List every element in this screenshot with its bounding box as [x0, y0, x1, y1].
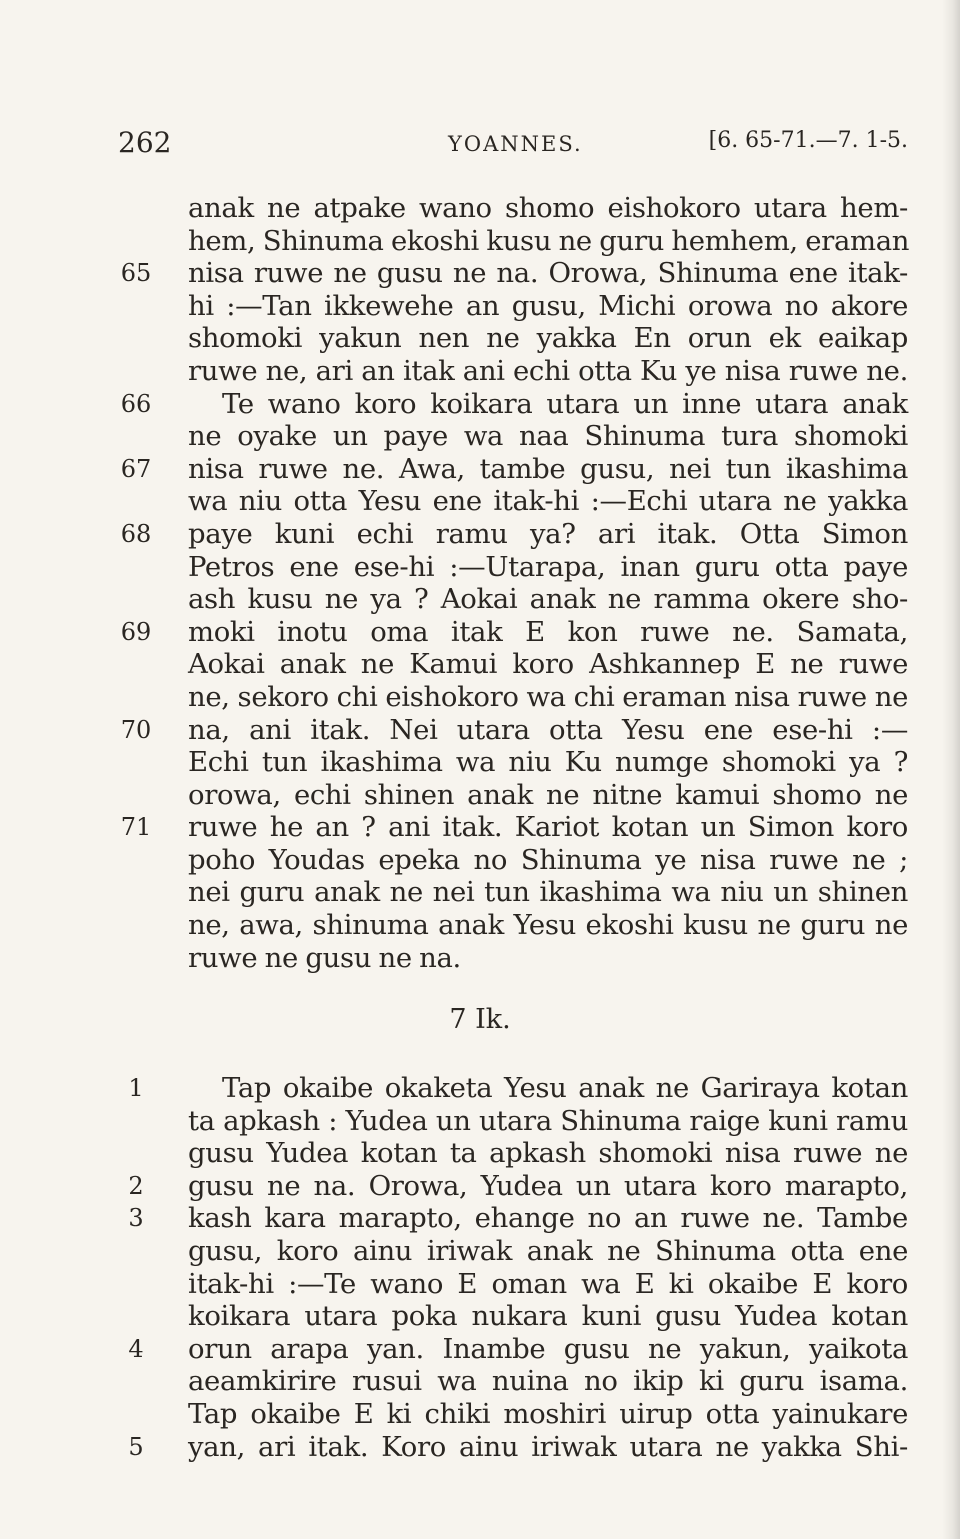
text-line [118, 714, 910, 747]
verse-number: 2 [128, 1171, 144, 1200]
line-text: Echi tun ikashima wa niu Ku numge shomoki ya ? [188, 746, 908, 779]
text-line [118, 388, 910, 421]
line-text: gusu ne na. Orowa, Yudea un utara koro marapto, [188, 1169, 908, 1202]
line-text: ash kusu ne ya ? Aokai anak ne ramma okere sho- [188, 583, 908, 616]
text-line [118, 225, 910, 258]
text-line [118, 1431, 910, 1464]
line-text: nisa ruwe ne. Awa, tambe gusu, nei tun ikashima [188, 452, 908, 485]
line-text: moki inotu oma itak E kon ruwe ne. Samata, [188, 615, 908, 648]
text-line [118, 1268, 910, 1301]
text-line [118, 583, 910, 616]
line-text: paye kuni echi ramu ya? ari itak. Otta Simon [188, 517, 908, 550]
line-text: poho Youdas epeka no Shinuma ye nisa ruwe ne ; [188, 843, 908, 876]
text-line [118, 453, 910, 486]
line-text: shomoki yakun nen ne yakka En orun ek eaikap [188, 322, 908, 355]
line-text: gusu, koro ainu iriwak anak ne Shinuma otta ene [188, 1234, 908, 1267]
text-line [118, 1398, 910, 1431]
text-line [118, 1202, 910, 1235]
line-text: Te wano koro koikara utara un inne utara anak [222, 387, 908, 420]
verse-number: 5 [128, 1432, 144, 1461]
line-text: ruwe he an ? ani itak. Kariot kotan un Simon koro [188, 811, 908, 844]
page-number: 262 [118, 126, 172, 159]
page-edge-shadow [942, 0, 960, 1539]
text-line [118, 909, 910, 942]
line-text: Tap okaibe E ki chiki moshiri uirup otta yainukare [188, 1397, 908, 1430]
verse-number: 65 [120, 259, 152, 288]
text-line [118, 420, 910, 453]
verse-number: 67 [120, 454, 152, 483]
text-line [118, 1105, 910, 1138]
line-text: ruwe ne gusu ne na. [188, 941, 461, 974]
line-text: gusu Yudea kotan ta apkash shomoki nisa ruwe ne [188, 1137, 908, 1170]
line-text: Tap okaibe okaketa Yesu anak ne Gariraya kotan [222, 1072, 908, 1104]
line-text: hi :—Tan ikkewehe an gusu, Michi orowa no akore [188, 289, 908, 322]
text-line [118, 1137, 910, 1170]
text-line [118, 518, 910, 551]
line-text: koikara utara poka nukara kuni gusu Yudea kotan [188, 1300, 908, 1333]
running-title: YOANNES. [448, 132, 583, 156]
text-line [118, 1365, 910, 1398]
line-text: yan, ari itak. Koro ainu iriwak utara ne yakka Shi- [188, 1430, 908, 1463]
verse-number: 68 [120, 519, 152, 548]
text-line [118, 485, 910, 518]
text-line [118, 648, 910, 681]
line-text: ne, awa, shinuma anak Yesu ekoshi kusu ne guru ne [188, 909, 908, 942]
line-text: Aokai anak ne Kamui koro Ashkannep E ne ruwe [188, 648, 908, 681]
line-text: Petros ene ese-hi :—Utarapa, inan guru otta paye [188, 550, 908, 583]
line-text: hem, Shinuma ekoshi kusu ne guru hemhem, eraman [188, 224, 910, 257]
text-line [118, 1235, 910, 1268]
line-text: anak ne atpake wano shomo eishokoro utara hem- [188, 192, 908, 224]
text-line [118, 290, 910, 323]
verse-number: 66 [120, 389, 152, 418]
line-text: orowa, echi shinen anak ne nitne kamui shomo ne [188, 778, 908, 811]
line-text: nei guru anak ne nei tun ikashima wa niu un shinen [188, 876, 908, 909]
text-line [118, 942, 910, 975]
line-text: orun arapa yan. Inambe gusu ne yakun, yaikota [188, 1332, 908, 1365]
text-line [118, 355, 910, 388]
verse-number: 71 [120, 813, 152, 842]
chapter-heading: 7 Ik. [449, 1004, 511, 1035]
text-line [118, 779, 910, 812]
text-line [118, 551, 910, 584]
verse-number: 69 [120, 617, 152, 646]
text-line [118, 746, 910, 779]
chapter-verse-range: [6. 65-71.—7. 1-5. [708, 128, 908, 153]
text-line [118, 844, 910, 877]
text-line [118, 1170, 910, 1203]
line-text: nisa ruwe ne gusu ne na. Orowa, Shinuma ene itak- [188, 257, 908, 290]
line-text: ne oyake un paye wa naa Shinuma tura shomoki [188, 420, 908, 453]
line-text: aeamkirire rusui wa nuina no ikip ki guru isama. [188, 1365, 908, 1398]
verse-number: 1 [128, 1074, 144, 1102]
chapter-6-text [118, 192, 910, 974]
text-line [118, 811, 910, 844]
line-text: kash kara marapto, ehange no an ruwe ne. Tambe [188, 1202, 908, 1235]
line-text: ta apkash : Yudea un utara Shinuma raige kuni ramu [188, 1104, 908, 1137]
text-line [118, 1300, 910, 1333]
line-text: ne, sekoro chi eishokoro wa chi eraman nisa ruwe ne [188, 680, 908, 713]
verse-number: 3 [128, 1204, 144, 1233]
text-line [118, 681, 910, 714]
text-line [118, 616, 910, 649]
page-header [118, 126, 908, 162]
line-text: wa niu otta Yesu ene itak-hi :—Echi utara ne yakka [188, 485, 908, 518]
text-line [118, 1333, 910, 1366]
verse-number: 4 [128, 1334, 144, 1363]
text-line [118, 322, 910, 355]
text-line [118, 192, 910, 225]
text-line [118, 876, 910, 909]
line-text: ruwe ne, ari an itak ani echi otta Ku ye nisa ruwe ne. [188, 354, 908, 387]
text-line [118, 1072, 910, 1105]
line-text: itak-hi :—Te wano E oman wa E ki okaibe E koro [188, 1267, 908, 1300]
verse-number: 70 [120, 715, 152, 744]
chapter-7-text [118, 1072, 910, 1463]
text-line [118, 257, 910, 290]
line-text: na, ani itak. Nei utara otta Yesu ene ese-hi :— [188, 713, 908, 746]
